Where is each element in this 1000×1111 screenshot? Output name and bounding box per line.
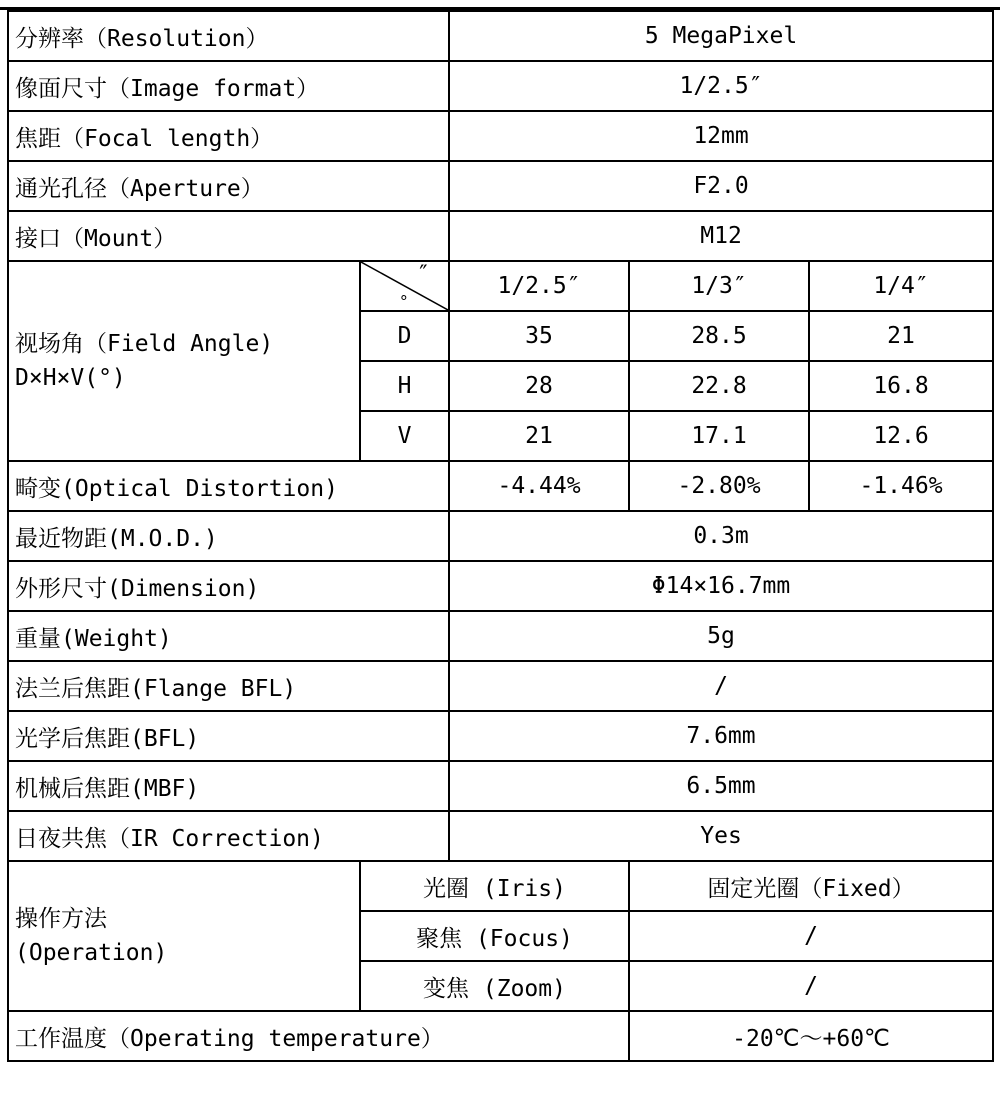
h-value-3: 16.8 <box>809 361 993 411</box>
focal-length-value: 12mm <box>449 111 993 161</box>
row-flange-bfl <box>8 661 993 711</box>
ir-correction-label: 日夜共焦（IR Correction) <box>8 811 449 861</box>
distortion-value-1: -4.44% <box>449 461 629 511</box>
row-field-angle-header <box>8 261 993 311</box>
size-header-3: 1/4″ <box>809 261 993 311</box>
row-resolution <box>8 11 993 61</box>
operation-focus-name: 聚焦 (Focus) <box>360 911 629 961</box>
resolution-label: 分辨率（Resolution） <box>8 11 449 61</box>
d-value-3: 21 <box>809 311 993 361</box>
field-angle-label-line2: D×H×V(°) <box>15 365 126 391</box>
row-mbf <box>8 761 993 811</box>
mod-label: 最近物距(M.O.D.) <box>8 511 449 561</box>
row-distortion <box>8 461 993 511</box>
axis-h: H <box>360 361 449 411</box>
weight-label: 重量(Weight) <box>8 611 449 661</box>
distortion-label: 畸变(Optical Distortion) <box>8 461 449 511</box>
mount-value: M12 <box>449 211 993 261</box>
image-format-value: 1/2.5″ <box>449 61 993 111</box>
aperture-value: F2.0 <box>449 161 993 211</box>
h-value-1: 28 <box>449 361 629 411</box>
weight-value: 5g <box>449 611 993 661</box>
operation-zoom-value: / <box>629 961 993 1011</box>
mod-value: 0.3m <box>449 511 993 561</box>
axis-v: V <box>360 411 449 461</box>
row-operating-temperature <box>8 1011 993 1061</box>
field-angle-corner-cell <box>360 261 449 311</box>
corner-bottom-mark: ° <box>399 292 409 311</box>
image-format-label: 像面尺寸（Image format） <box>8 61 449 111</box>
operation-zoom-name: 变焦 (Zoom) <box>360 961 629 1011</box>
resolution-value: 5 MegaPixel <box>449 11 993 61</box>
operation-label-line1: 操作方法 <box>15 906 107 932</box>
h-value-2: 22.8 <box>629 361 809 411</box>
flange-bfl-label: 法兰后焦距(Flange BFL) <box>8 661 449 711</box>
operation-label <box>8 861 360 1011</box>
operation-label-line2: (Operation) <box>15 940 168 966</box>
operating-temperature-value: -20℃～+60℃ <box>629 1011 993 1061</box>
operation-iris-name: 光圈 (Iris) <box>360 861 629 911</box>
focal-length-label: 焦距（Focal length） <box>8 111 449 161</box>
distortion-value-2: -2.80% <box>629 461 809 511</box>
bfl-value: 7.6mm <box>449 711 993 761</box>
corner-top-mark: ″ <box>416 262 431 287</box>
flange-bfl-value: / <box>449 661 993 711</box>
field-angle-label <box>8 261 360 461</box>
mbf-label: 机械后焦距(MBF) <box>8 761 449 811</box>
axis-d: D <box>360 311 449 361</box>
distortion-value-3: -1.46% <box>809 461 993 511</box>
row-ir-correction <box>8 811 993 861</box>
ir-correction-value: Yes <box>449 811 993 861</box>
row-mod <box>8 511 993 561</box>
lens-spec-table <box>7 10 994 1062</box>
row-weight <box>8 611 993 661</box>
dimension-value: Φ14×16.7mm <box>449 561 993 611</box>
size-header-2: 1/3″ <box>629 261 809 311</box>
mount-label: 接口（Mount） <box>8 211 449 261</box>
top-border <box>0 0 1000 10</box>
v-value-1: 21 <box>449 411 629 461</box>
row-dimension <box>8 561 993 611</box>
row-focal-length <box>8 111 993 161</box>
mbf-value: 6.5mm <box>449 761 993 811</box>
v-value-2: 17.1 <box>629 411 809 461</box>
d-value-2: 28.5 <box>629 311 809 361</box>
size-header-1: 1/2.5″ <box>449 261 629 311</box>
field-angle-label-line1: 视场角（Field Angle) <box>15 331 274 357</box>
bfl-label: 光学后焦距(BFL) <box>8 711 449 761</box>
operation-iris-value: 固定光圈（Fixed） <box>629 861 993 911</box>
row-operation-iris <box>8 861 993 911</box>
row-bfl <box>8 711 993 761</box>
row-mount <box>8 211 993 261</box>
v-value-3: 12.6 <box>809 411 993 461</box>
operating-temperature-label: 工作温度（Operating temperature） <box>8 1011 629 1061</box>
aperture-label: 通光孔径（Aperture） <box>8 161 449 211</box>
row-image-format <box>8 61 993 111</box>
row-aperture <box>8 161 993 211</box>
dimension-label: 外形尺寸(Dimension) <box>8 561 449 611</box>
operation-focus-value: / <box>629 911 993 961</box>
d-value-1: 35 <box>449 311 629 361</box>
